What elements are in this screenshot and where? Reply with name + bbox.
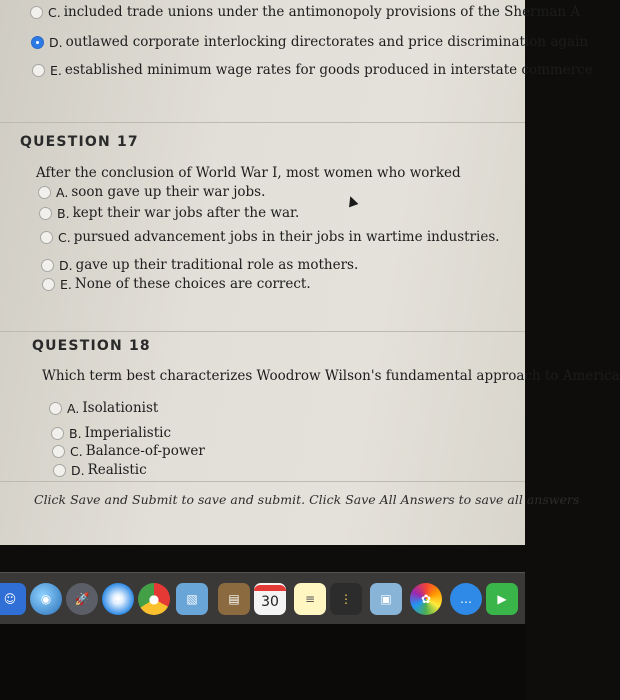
q17-option-a-radio[interactable]	[38, 186, 51, 199]
dock	[0, 572, 525, 625]
q17-option-a-text: soon gave up their war jobs.	[71, 184, 266, 200]
question-18-text: Which term best characterizes Woodrow Wilson's fundamental approach to America	[42, 368, 620, 384]
q18-option-b-letter: B.	[69, 425, 82, 441]
facetime-icon[interactable]: ▶	[486, 583, 518, 615]
question-divider	[0, 331, 525, 332]
q16-option-d-letter: D.	[49, 34, 63, 50]
siri-icon[interactable]: ◉	[30, 583, 62, 615]
finder-icon[interactable]: ☺	[0, 583, 26, 615]
q17-option-c-radio[interactable]	[40, 231, 53, 244]
photo-browser-icon[interactable]: ▧	[176, 583, 208, 615]
q18-option-b[interactable]	[51, 425, 171, 441]
monitor-bezel	[0, 624, 525, 700]
question-divider	[0, 122, 525, 123]
q18-option-d-letter: D.	[71, 462, 85, 478]
q18-option-a-text: Isolationist	[82, 400, 159, 416]
q17-option-a-letter: A.	[56, 184, 69, 200]
q18-option-b-text: Imperialistic	[84, 425, 172, 441]
q17-option-b-text: kept their war jobs after the war.	[72, 205, 300, 221]
q16-option-c-letter: C.	[48, 4, 61, 20]
q17-option-b-radio[interactable]	[39, 207, 52, 220]
q17-option-d[interactable]	[41, 257, 358, 273]
calendar-icon[interactable]	[254, 583, 286, 615]
q16-option-c[interactable]	[30, 4, 580, 20]
q16-option-c-text: included trade unions under the antimonopoly provisions of the Sherman A	[63, 4, 581, 20]
launchpad-icon[interactable]: 🚀	[66, 583, 98, 615]
q18-option-c-letter: C.	[70, 443, 83, 459]
q18-option-d[interactable]	[53, 462, 147, 478]
q17-option-e-radio[interactable]	[42, 278, 55, 291]
q18-option-b-radio[interactable]	[51, 427, 64, 440]
chrome-icon[interactable]: ●	[138, 583, 170, 615]
q18-option-c[interactable]	[52, 443, 205, 459]
q18-option-d-radio[interactable]	[53, 464, 66, 477]
q17-option-d-letter: D.	[59, 257, 73, 273]
q16-option-d-text: outlawed corporate interlocking directorates and price discrimination again	[65, 34, 589, 50]
question-17-heading: QUESTION 17	[20, 134, 139, 150]
preview-icon[interactable]: ▣	[370, 583, 402, 615]
notes-icon[interactable]: ≡	[294, 583, 326, 615]
q16-option-e[interactable]	[32, 62, 593, 78]
question-17-text: After the conclusion of World War I, most women who worked	[36, 165, 461, 181]
q17-option-c-text: pursued advancement jobs in their jobs in wartime industries.	[73, 229, 500, 245]
q18-option-d-text: Realistic	[87, 462, 147, 478]
q17-option-e-text: None of these choices are correct.	[74, 276, 311, 292]
q16-option-d-radio[interactable]	[31, 36, 44, 49]
question-divider	[0, 481, 525, 482]
q16-option-e-radio[interactable]	[32, 64, 45, 77]
q16-option-c-radio[interactable]	[30, 6, 43, 19]
q16-option-e-letter: E.	[50, 62, 62, 78]
q17-option-e[interactable]	[42, 276, 311, 292]
q17-option-a[interactable]	[38, 184, 265, 200]
q17-option-b-letter: B.	[57, 205, 70, 221]
q17-option-d-radio[interactable]	[41, 259, 54, 272]
save-instructions: Click Save and Submit to save and submit. Click Save All Answers to save all answers	[34, 492, 580, 507]
notes-book-icon[interactable]: ▤	[218, 583, 250, 615]
q18-option-a-letter: A.	[67, 400, 80, 416]
q17-option-c-letter: C.	[58, 229, 71, 245]
q18-option-c-text: Balance-of-power	[85, 443, 205, 459]
mouse-pointer-icon	[346, 195, 359, 208]
photos-icon[interactable]: ✿	[410, 583, 442, 615]
q17-option-e-letter: E.	[60, 276, 72, 292]
reminders-icon[interactable]: ⋮	[330, 583, 362, 615]
calendar-day: 30	[261, 594, 279, 610]
q18-option-c-radio[interactable]	[52, 445, 65, 458]
q17-option-c[interactable]	[40, 229, 500, 245]
q16-option-d[interactable]	[31, 34, 588, 50]
safari-icon[interactable]: ✦	[102, 583, 134, 615]
q16-option-e-text: established minimum wage rates for goods produced in interstate commerce	[64, 62, 593, 78]
q17-option-b[interactable]	[39, 205, 299, 221]
question-18-heading: QUESTION 18	[32, 338, 151, 354]
q18-option-a-radio[interactable]	[49, 402, 62, 415]
messages-icon[interactable]: …	[450, 583, 482, 615]
q17-option-d-text: gave up their traditional role as mothers.	[75, 257, 359, 273]
q18-option-a[interactable]	[49, 400, 158, 416]
